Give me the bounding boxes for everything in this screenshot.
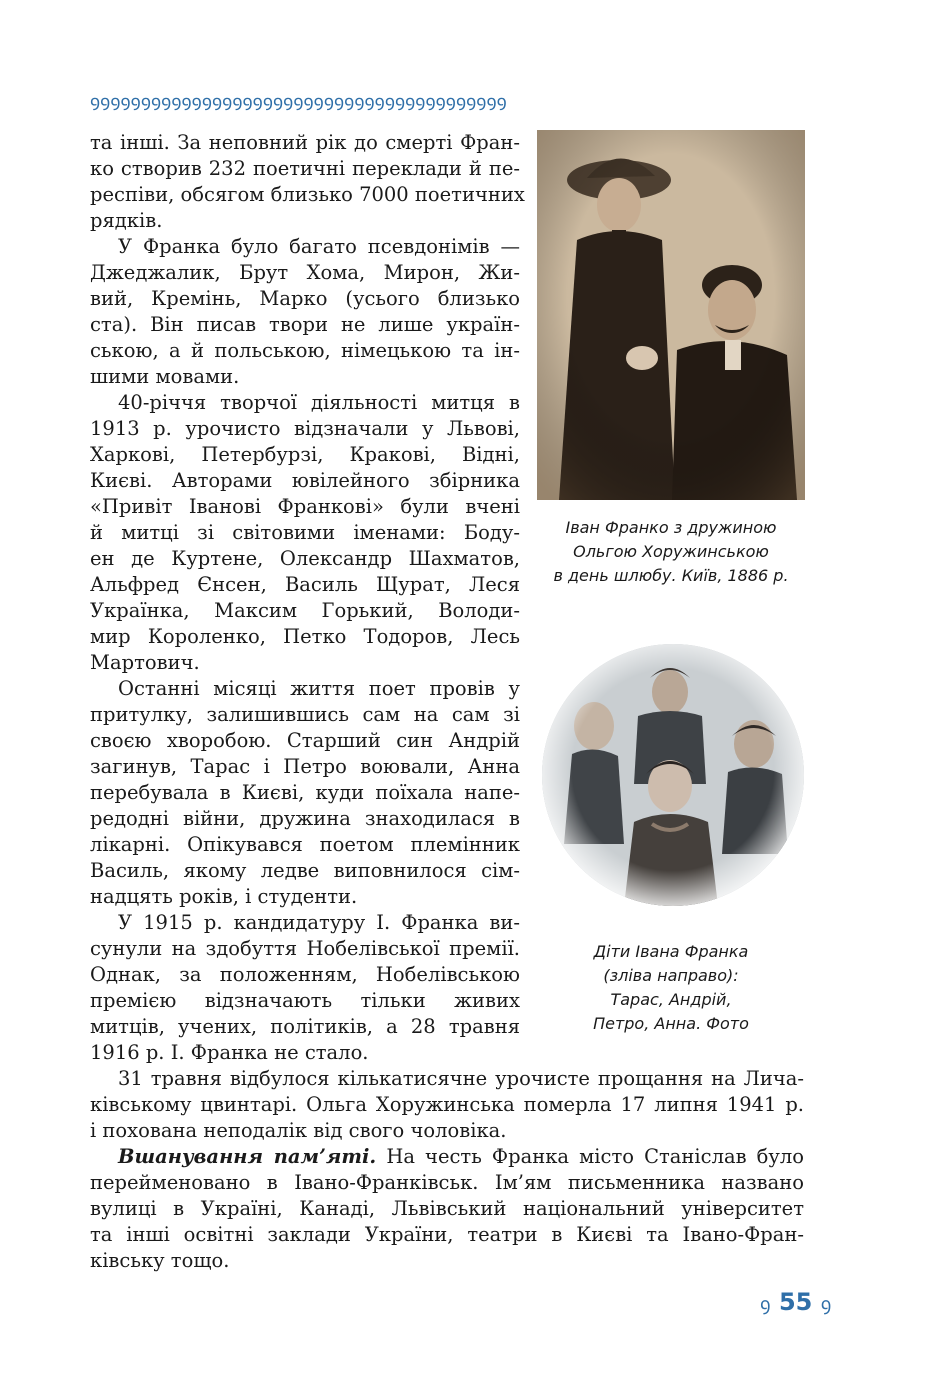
paragraph-1 bbox=[90, 130, 525, 234]
text-line: Джеджалик, Брут Хома, Мирон, Жи- bbox=[90, 261, 520, 284]
photo2-caption bbox=[540, 940, 802, 1036]
paragraph-5 bbox=[90, 910, 520, 1066]
text-line: надцять років, і студенти. bbox=[90, 885, 358, 908]
paragraph-4 bbox=[90, 676, 520, 910]
text-line: 31 травня відбулося кількатисячне урочисте прощання на Лича- bbox=[118, 1067, 804, 1090]
text-line bbox=[90, 1144, 804, 1170]
text-line: Василь, якому ледве виповнилося сім- bbox=[90, 859, 520, 882]
text-line: 40-річчя творчої діяльності митця в bbox=[118, 391, 520, 414]
paragraph-7 bbox=[90, 1144, 804, 1274]
caption-line: Діти Івана Франка bbox=[593, 942, 749, 961]
text-line: Останні місяці життя поет провів у bbox=[118, 677, 520, 700]
photo-franko-children bbox=[542, 644, 804, 906]
text-line: і похована неподалік від свого чоловіка. bbox=[90, 1119, 507, 1142]
caption-line: в день шлюбу. Київ, 1886 р. bbox=[553, 566, 789, 585]
text-line: мир Короленко, Петко Тодоров, Лесь bbox=[90, 625, 520, 648]
text-line: й митці зі світовими іменами: Боду- bbox=[90, 521, 520, 544]
text-line: Альфред Єнсен, Василь Щурат, Леся bbox=[90, 573, 520, 596]
text-line: ською, а й польською, німецькою та ін- bbox=[90, 339, 520, 362]
text-line: ен де Куртене, Олександр Шахматов, bbox=[90, 547, 520, 570]
text-line: та інші. За неповний рік до смерті Фран- bbox=[90, 131, 520, 154]
text-line: «Привіт Іванові Франкові» були вчені bbox=[90, 495, 520, 518]
text-line: перейменовано в Івано-Франківськ. Ім’ям письменника названо bbox=[90, 1171, 804, 1194]
section-heading: Вшанування пам’яті. bbox=[118, 1145, 377, 1168]
text-line: вулиці в Україні, Канаді, Львівський національний університет bbox=[90, 1197, 804, 1220]
text-line: рядків. bbox=[90, 209, 163, 232]
text-line: Однак, за положенням, Нобелівською bbox=[90, 963, 520, 986]
caption-line: Ольгою Хоружинською bbox=[573, 542, 769, 561]
text-line: ко створив 232 поетичні переклади й пе- bbox=[90, 157, 520, 180]
caption-line: Тарас, Андрій, bbox=[610, 990, 732, 1009]
text-line: шими мовами. bbox=[90, 365, 240, 388]
header-ornament: ꝮꝮꝮꝮꝮꝮꝮꝮꝮꝮꝮꝮꝮꝮꝮꝮꝮꝮꝮꝮꝮꝮꝮꝮꝮꝮꝮꝮꝮꝮꝮꝮꝮꝮꝮꝮꝮꝮꝮꝮꝮ bbox=[90, 95, 507, 114]
page-ornament-right-icon: ꝯ bbox=[820, 1294, 832, 1315]
text-line: митців, учених, політиків, а 28 травня bbox=[90, 1015, 520, 1038]
photo-franko-wedding-illustration bbox=[537, 130, 805, 500]
text-line: респіви, обсягом близько 7000 поетичних bbox=[90, 183, 525, 206]
caption-line: (зліва направо): bbox=[603, 966, 739, 985]
text-line: Києві. Авторами ювілейного збірника bbox=[90, 469, 520, 492]
text-line: сунули на здобуття Нобелівської премії. bbox=[90, 937, 520, 960]
paragraph-2 bbox=[90, 234, 520, 390]
text-line: ста). Він писав твори не лише україн- bbox=[90, 313, 520, 336]
text-fragment: На честь Франка місто Станіслав було bbox=[376, 1145, 805, 1168]
text-line: лікарні. Опікувався поетом племінник bbox=[90, 833, 520, 856]
page-number bbox=[760, 1288, 860, 1318]
text-line: У 1915 р. кандидатуру І. Франка ви- bbox=[118, 911, 520, 934]
text-line: Українка, Максим Горький, Володи- bbox=[90, 599, 520, 622]
text-line: притулку, залишившись сам на сам зі bbox=[90, 703, 520, 726]
text-line: 1913 р. урочисто відзначали у Львові, bbox=[90, 417, 520, 440]
text-line: редодні війни, дружина знаходилася в bbox=[90, 807, 520, 830]
text-line: вий, Кремінь, Марко (усього близько bbox=[90, 287, 520, 310]
page-ornament-left-icon: ꝯ bbox=[760, 1294, 771, 1315]
text-line: Мартович. bbox=[90, 651, 200, 674]
text-line: 1916 р. І. Франка не стало. bbox=[90, 1041, 369, 1064]
page-number-value: 55 bbox=[778, 1288, 813, 1316]
text-line: загинув, Тарас і Петро воювали, Анна bbox=[90, 755, 520, 778]
text-line: премією відзначають тільки живих bbox=[90, 989, 520, 1012]
paragraph-6 bbox=[90, 1066, 804, 1144]
text-line: перебувала в Києві, куди поїхала напе- bbox=[90, 781, 520, 804]
text-line: Харкові, Петербурзі, Кракові, Відні, bbox=[90, 443, 520, 466]
caption-line: Іван Франко з дружиною bbox=[565, 518, 777, 537]
paragraph-3 bbox=[90, 390, 520, 676]
photo1-caption bbox=[527, 516, 815, 588]
text-line: ківську тощо. bbox=[90, 1249, 230, 1272]
text-line: ківському цвинтарі. Ольга Хоружинська померла 17 липня 1941 р. bbox=[90, 1093, 804, 1116]
text-line: та інші освітні заклади України, театри в Києві та Івано-Фран- bbox=[90, 1223, 804, 1246]
photo-franko-wedding bbox=[537, 130, 805, 500]
text-line: У Франка було багато псевдонімів — bbox=[118, 235, 520, 258]
photo-franko-children-illustration bbox=[542, 644, 804, 906]
caption-line: Петро, Анна. Фото bbox=[593, 1014, 749, 1033]
text-line: своєю хворобою. Старший син Андрій bbox=[90, 729, 520, 752]
